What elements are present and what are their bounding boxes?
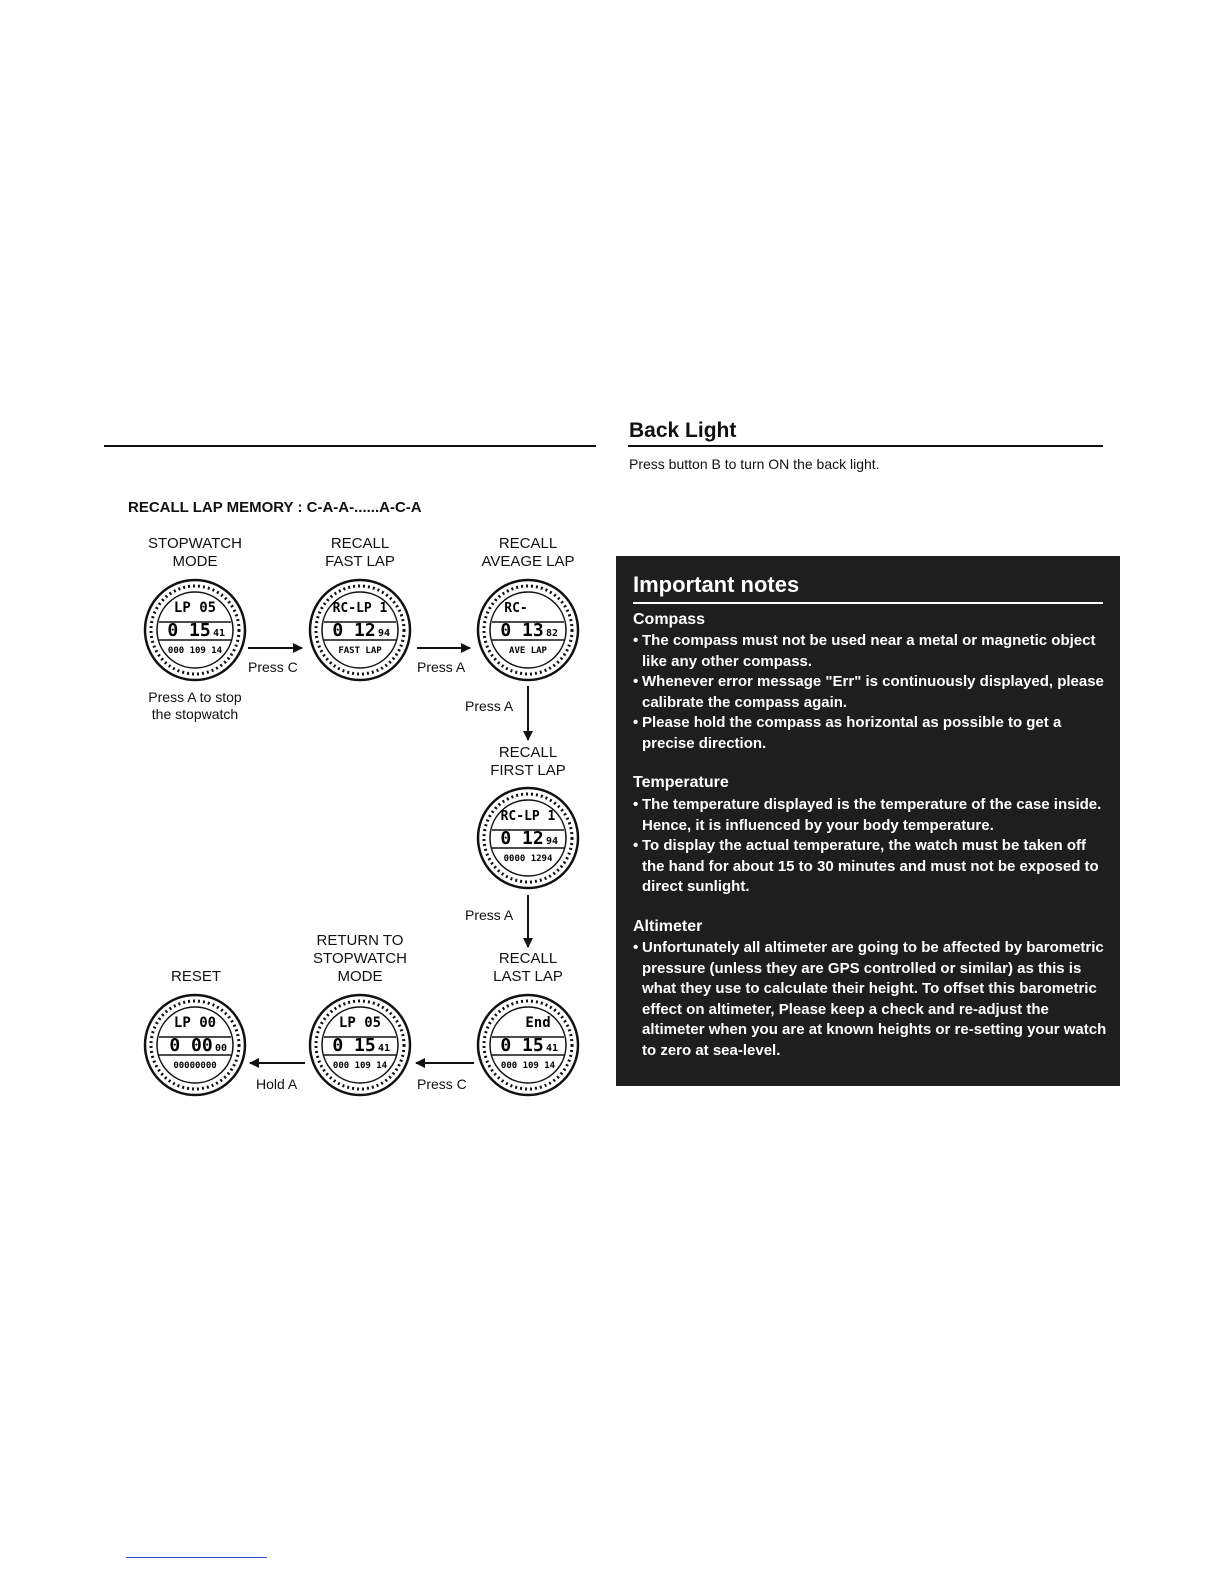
compass-bullet-2 (633, 672, 1111, 713)
compass-heading: Compass (633, 611, 706, 628)
watch-top-text: LP 05 (173, 600, 217, 616)
bullet-dot: • (633, 796, 639, 813)
temperature-heading: Temperature (633, 774, 729, 791)
back-light-title: Back Light (629, 419, 737, 442)
watch-recall-first-lap (476, 786, 580, 890)
watch-sub-text: 82 (545, 628, 559, 639)
press-a-label-1: Press A (417, 659, 466, 675)
watch-sub-text: 00 (214, 1043, 228, 1054)
watch-top-text: RC-LP 1 (500, 809, 556, 824)
watch-stopwatch-mode (143, 578, 247, 682)
notes-title: Important notes (633, 572, 800, 597)
watch-top-text: LP 05 (338, 1015, 382, 1031)
altimeter-bullet-1 (633, 938, 1111, 1061)
press-a-label-3: Press A (465, 907, 514, 923)
watch-main-text: 0 00 (169, 1035, 213, 1056)
bullet-text: Please hold the compass as horizontal as possible to get a precise direction. (642, 714, 1062, 752)
watch-main-text: 0 12 (500, 828, 544, 849)
watch-main-text: 0 15 (500, 1035, 544, 1056)
back-light-text: Press button B to turn ON the back light. (629, 456, 880, 472)
caption-recall-last-lap: RECALL LAST LAP (493, 950, 563, 985)
watch-sub-text: 94 (545, 836, 559, 847)
caption-recall-fast-lap: RECALL FAST LAP (325, 535, 395, 570)
bullet-dot: • (633, 837, 639, 854)
footnote-rule (126, 1557, 267, 1558)
watch-main-text: 0 12 (332, 620, 376, 641)
bullet-text: Unfortunately all altimeter are going to be affected by barometric pressure (unless they are GPS controlled or similar) as this is what they use to calculate their height. To offset this barometric effect on altimeter, Please keep a check and re-adjust the altimeter when you are at known heights or re-setting your watch to zero at sea-level. (642, 939, 1107, 1059)
bullet-text: The compass must not be used near a metal or magnetic object like any other compass. (642, 632, 1096, 670)
watch-sub-text: 41 (377, 1043, 391, 1054)
press-c-label-1: Press C (248, 659, 298, 675)
caption-recall-average-lap: RECALL AVEAGE LAP (481, 535, 575, 570)
watch-recall-last-lap (476, 993, 580, 1097)
caption-recall-first-lap: RECALL FIRST LAP (490, 744, 566, 779)
watch-bottom-text: 0000 1294 (503, 854, 553, 864)
watch-top-text: LP 00 (173, 1015, 217, 1031)
bullet-text: Whenever error message "Err" is continuously displayed, please calibrate the compass again. (642, 673, 1104, 711)
watch-bottom-text: 00000000 (173, 1061, 217, 1071)
watch-recall-fast-lap (308, 578, 412, 682)
watch-main-text: 0 15 (332, 1035, 376, 1056)
bullet-dot: • (633, 714, 639, 731)
important-notes-box (616, 556, 1120, 1086)
altimeter-heading: Altimeter (633, 918, 703, 935)
bullet-text: To display the actual temperature, the watch must be taken off the hand for about 15 to 30 minutes and must not be exposed to direct sunlight. (642, 837, 1099, 895)
compass-bullet-3 (633, 713, 1111, 754)
right-top-rule (628, 445, 1103, 447)
watch-main-text: 0 13 (500, 620, 544, 641)
watch-sub-text: 41 (212, 628, 226, 639)
press-c-label-2: Press C (417, 1076, 467, 1092)
bullet-dot: • (633, 632, 639, 649)
watch-top-text: RC- (504, 601, 528, 616)
bullet-dot: • (633, 673, 639, 690)
temperature-bullet-1 (633, 795, 1111, 836)
stop-note: Press A to stop the stopwatch (148, 689, 242, 722)
press-a-label-2: Press A (465, 698, 514, 714)
watch-return-to-stopwatch (308, 993, 412, 1097)
watch-sub-text: 41 (545, 1043, 559, 1054)
caption-stopwatch-mode: STOPWATCH MODE (148, 535, 242, 570)
notes-title-rule (633, 602, 1103, 604)
hold-a-label: Hold A (256, 1076, 298, 1092)
bullet-text: The temperature displayed is the temperature of the case inside. Hence, it is influenced by your body temperature. (642, 796, 1102, 834)
caption-reset: RESET (170, 968, 221, 985)
caption-return-to-stopwatch: RETURN TO STOPWATCH MODE (313, 932, 407, 985)
watch-bottom-text: 000 109 14 (332, 1061, 388, 1071)
watch-bottom-text: FAST LAP (338, 646, 382, 656)
watch-sub-text: 94 (377, 628, 391, 639)
watch-bottom-text: 000 109 14 (167, 646, 223, 656)
recall-lap-heading: RECALL LAP MEMORY : C-A-A-......A-C-A (128, 499, 422, 516)
watch-reset (143, 993, 247, 1097)
bullet-dot: • (633, 939, 639, 956)
watch-recall-average-lap (476, 578, 580, 682)
watch-bottom-text: 000 109 14 (500, 1061, 556, 1071)
watch-main-text: 0 15 (167, 620, 211, 641)
watch-top-text: RC-LP 1 (332, 601, 388, 616)
watch-bottom-text: AVE LAP (509, 646, 547, 656)
temperature-bullet-2 (633, 836, 1111, 898)
watch-top-text: End (525, 1015, 551, 1031)
compass-bullet-1 (633, 631, 1111, 672)
left-top-rule (104, 445, 596, 447)
